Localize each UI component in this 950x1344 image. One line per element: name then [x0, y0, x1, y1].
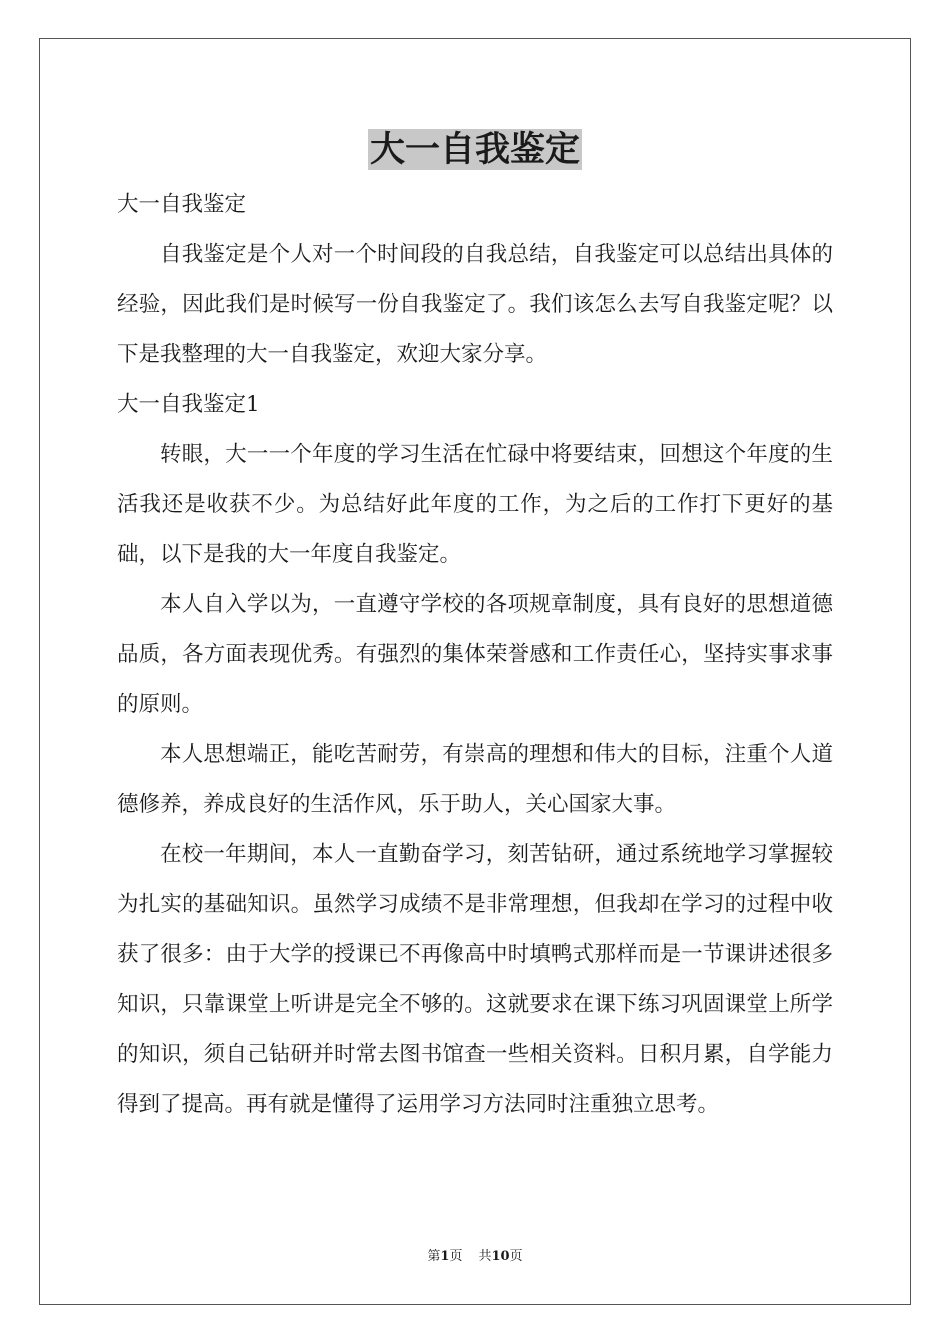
document-body: [117, 180, 833, 1130]
body-paragraph: 转眼，大一一个年度的学习生活在忙碌中将要结束，回想这个年度的生活我还是收获不少。为总结好此年度的工作，为之后的工作打下更好的基础，以下是我的大一年度自我鉴定。: [117, 442, 833, 567]
section-heading: 大一自我鉴定1: [117, 392, 260, 417]
document-title: [0, 126, 950, 174]
page-total-number: 10: [491, 1249, 510, 1264]
section-heading: 大一自我鉴定: [117, 192, 247, 217]
body-paragraph: 自我鉴定是个人对一个时间段的自我总结，自我鉴定可以总结出具体的经验，因此我们是时候写一份自我鉴定了。我们该怎么去写自我鉴定呢？以下是我整理的大一自我鉴定，欢迎大家分享。: [117, 242, 833, 367]
page-current-number: 1: [440, 1249, 450, 1264]
page-footer: [0, 1248, 950, 1266]
total-suffix: 页: [509, 1249, 523, 1264]
page-prefix: 第: [427, 1249, 441, 1264]
body-paragraph: 本人自入学以为，一直遵守学校的各项规章制度，具有良好的思想道德品质，各方面表现优秀。有强烈的集体荣誉感和工作责任心，坚持实事求事的原则。: [117, 592, 833, 717]
total-prefix: 共: [478, 1249, 492, 1264]
page-suffix: 页: [449, 1249, 463, 1264]
document-title-text: 大一自我鉴定: [369, 129, 580, 170]
body-paragraph: 在校一年期间，本人一直勤奋学习，刻苦钻研，通过系统地学习掌握较为扎实的基础知识。虽然学习成绩不是非常理想，但我却在学习的过程中收获了很多：由于大学的授课已不再像高中时填鸭式那样而是一节课讲述很多知识，只靠课堂上听讲是完全不够的。这就要求在课下练习巩固课堂上所学的知识，须自己钻研并时常去图书馆查一些相关资料。日积月累，自学能力得到了提高。再有就是懂得了运用学习方法同时注重独立思考。: [117, 842, 833, 1117]
body-paragraph: 本人思想端正，能吃苦耐劳，有崇高的理想和伟大的目标，注重个人道德修养，养成良好的生活作风，乐于助人，关心国家大事。: [117, 742, 833, 817]
